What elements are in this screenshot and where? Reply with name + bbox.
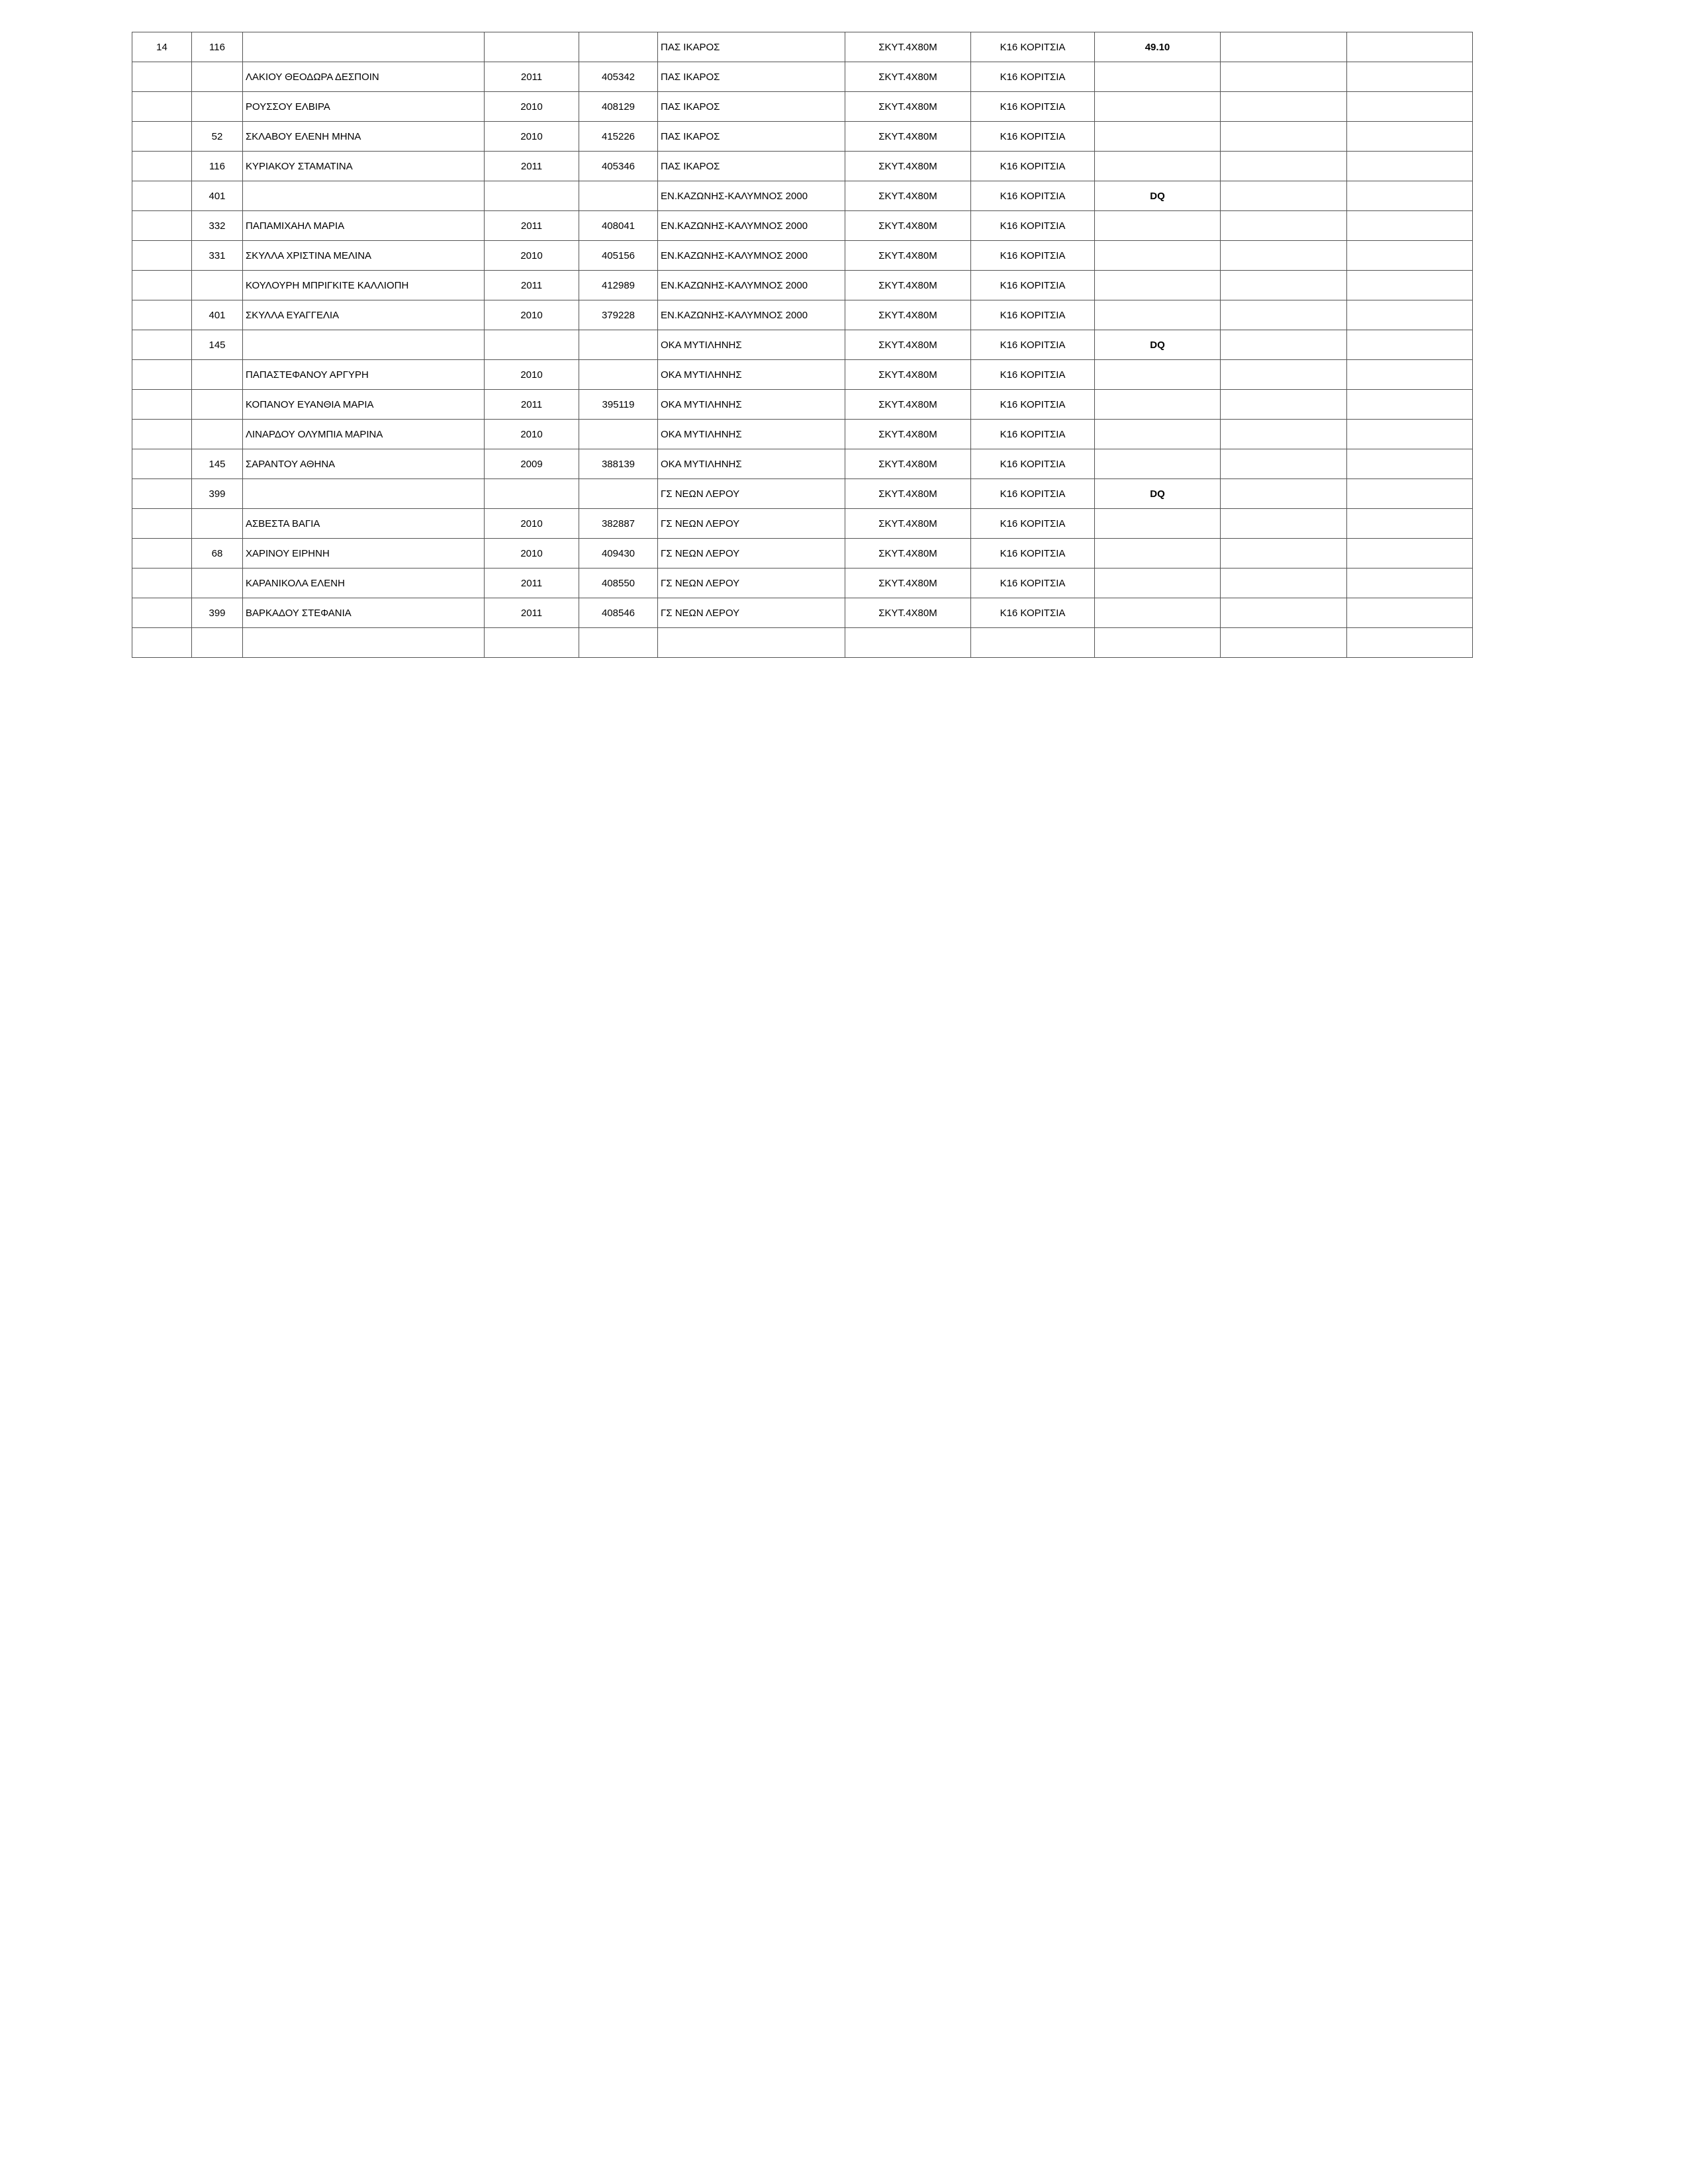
event-cell: ΣΚΥΤ.4Χ80Μ (845, 539, 971, 569)
birth-year-cell: 2011 (485, 152, 579, 181)
registration-number-cell (579, 360, 658, 390)
club-cell: ΕΝ.ΚΑΖΩΝΗΣ-ΚΑΛΥΜΝΟΣ 2000 (658, 181, 845, 211)
extra-cell (1347, 598, 1473, 628)
place-cell (132, 598, 192, 628)
birth-year-cell: 2010 (485, 241, 579, 271)
registration-number-cell: 409430 (579, 539, 658, 569)
registration-number-cell (579, 330, 658, 360)
extra-cell (1221, 152, 1347, 181)
extra-cell (1347, 539, 1473, 569)
event-cell: ΣΚΥΤ.4Χ80Μ (845, 569, 971, 598)
athlete-name-cell: ΑΣΒΕΣΤΑ ΒΑΓΙΑ (243, 509, 485, 539)
extra-cell (1221, 628, 1347, 658)
athlete-name-cell: ΚΥΡΙΑΚΟΥ ΣΤΑΜΑΤΙΝΑ (243, 152, 485, 181)
event-cell: ΣΚΥΤ.4Χ80Μ (845, 360, 971, 390)
athlete-name-cell: ΡΟΥΣΣΟΥ ΕΛΒΙΡΑ (243, 92, 485, 122)
time-cell: DQ (1095, 181, 1221, 211)
place-cell (132, 300, 192, 330)
birth-year-cell: 2010 (485, 509, 579, 539)
event-cell: ΣΚΥΤ.4Χ80Μ (845, 152, 971, 181)
extra-cell (1221, 569, 1347, 598)
club-cell: ΕΝ.ΚΑΖΩΝΗΣ-ΚΑΛΥΜΝΟΣ 2000 (658, 211, 845, 241)
event-cell: ΣΚΥΤ.4Χ80Μ (845, 241, 971, 271)
extra-cell (1221, 62, 1347, 92)
birth-year-cell: 2010 (485, 539, 579, 569)
category-cell: Κ16 ΚΟΡΙΤΣΙΑ (971, 211, 1095, 241)
place-cell (132, 271, 192, 300)
place-cell (132, 479, 192, 509)
event-cell: ΣΚΥΤ.4Χ80Μ (845, 211, 971, 241)
category-cell: Κ16 ΚΟΡΙΤΣΙΑ (971, 539, 1095, 569)
category-cell: Κ16 ΚΟΡΙΤΣΙΑ (971, 569, 1095, 598)
category-cell: Κ16 ΚΟΡΙΤΣΙΑ (971, 122, 1095, 152)
birth-year-cell: 2010 (485, 122, 579, 152)
registration-number-cell: 408041 (579, 211, 658, 241)
registration-number-cell: 412989 (579, 271, 658, 300)
extra-cell (1347, 330, 1473, 360)
table-row (132, 241, 1473, 271)
extra-cell (1221, 509, 1347, 539)
table-row (132, 509, 1473, 539)
place-cell (132, 628, 192, 658)
place-cell (132, 360, 192, 390)
time-cell (1095, 152, 1221, 181)
lane-cell: 332 (192, 211, 243, 241)
place-cell (132, 181, 192, 211)
time-cell (1095, 300, 1221, 330)
club-cell: ΠΑΣ ΙΚΑΡΟΣ (658, 152, 845, 181)
results-table (132, 32, 1473, 658)
extra-cell (1221, 211, 1347, 241)
athlete-name-cell: ΣΚΛΑΒΟΥ ΕΛΕΝΗ ΜΗΝΑ (243, 122, 485, 152)
time-cell (1095, 92, 1221, 122)
table-row (132, 420, 1473, 449)
event-cell: ΣΚΥΤ.4Χ80Μ (845, 122, 971, 152)
club-cell: ΠΑΣ ΙΚΑΡΟΣ (658, 122, 845, 152)
extra-cell (1221, 598, 1347, 628)
table-row (132, 479, 1473, 509)
extra-cell (1347, 271, 1473, 300)
extra-cell (1221, 32, 1347, 62)
club-cell: ΕΝ.ΚΑΖΩΝΗΣ-ΚΑΛΥΜΝΟΣ 2000 (658, 271, 845, 300)
place-cell (132, 62, 192, 92)
event-cell: ΣΚΥΤ.4Χ80Μ (845, 390, 971, 420)
club-cell: ΟΚΑ ΜΥΤΙΛΗΝΗΣ (658, 360, 845, 390)
category-cell: Κ16 ΚΟΡΙΤΣΙΑ (971, 479, 1095, 509)
extra-cell (1347, 420, 1473, 449)
lane-cell: 401 (192, 300, 243, 330)
place-cell (132, 330, 192, 360)
club-cell (658, 628, 845, 658)
time-cell: DQ (1095, 479, 1221, 509)
place-cell (132, 539, 192, 569)
club-cell: ΓΣ ΝΕΩΝ ΛΕΡΟΥ (658, 479, 845, 509)
athlete-name-cell: ΚΟΥΛΟΥΡΗ ΜΠΡΙΓΚΙΤΕ ΚΑΛΛΙΟΠΗ (243, 271, 485, 300)
event-cell: ΣΚΥΤ.4Χ80Μ (845, 300, 971, 330)
extra-cell (1347, 181, 1473, 211)
lane-cell: 399 (192, 479, 243, 509)
category-cell: Κ16 ΚΟΡΙΤΣΙΑ (971, 152, 1095, 181)
table-row (132, 32, 1473, 62)
category-cell: Κ16 ΚΟΡΙΤΣΙΑ (971, 449, 1095, 479)
category-cell: Κ16 ΚΟΡΙΤΣΙΑ (971, 360, 1095, 390)
birth-year-cell: 2011 (485, 211, 579, 241)
category-cell: Κ16 ΚΟΡΙΤΣΙΑ (971, 330, 1095, 360)
event-cell: ΣΚΥΤ.4Χ80Μ (845, 32, 971, 62)
table-row (132, 449, 1473, 479)
event-cell (845, 628, 971, 658)
event-cell: ΣΚΥΤ.4Χ80Μ (845, 449, 971, 479)
time-cell (1095, 360, 1221, 390)
event-cell: ΣΚΥΤ.4Χ80Μ (845, 62, 971, 92)
birth-year-cell (485, 181, 579, 211)
place-cell (132, 152, 192, 181)
extra-cell (1347, 32, 1473, 62)
extra-cell (1347, 241, 1473, 271)
club-cell: ΠΑΣ ΙΚΑΡΟΣ (658, 32, 845, 62)
lane-cell: 116 (192, 152, 243, 181)
table-row (132, 360, 1473, 390)
registration-number-cell: 415226 (579, 122, 658, 152)
lane-cell: 399 (192, 598, 243, 628)
time-cell (1095, 449, 1221, 479)
athlete-name-cell: ΧΑΡΙΝΟΥ ΕΙΡΗΝΗ (243, 539, 485, 569)
event-cell: ΣΚΥΤ.4Χ80Μ (845, 271, 971, 300)
table-row (132, 598, 1473, 628)
category-cell: Κ16 ΚΟΡΙΤΣΙΑ (971, 300, 1095, 330)
registration-number-cell: 408550 (579, 569, 658, 598)
table-row (132, 390, 1473, 420)
birth-year-cell: 2009 (485, 449, 579, 479)
extra-cell (1221, 271, 1347, 300)
athlete-name-cell: ΛΑΚΙΟΥ ΘΕΟΔΩΡΑ ΔΕΣΠΟΙΝ (243, 62, 485, 92)
lane-cell: 331 (192, 241, 243, 271)
extra-cell (1347, 569, 1473, 598)
lane-cell: 145 (192, 330, 243, 360)
registration-number-cell (579, 479, 658, 509)
category-cell: Κ16 ΚΟΡΙΤΣΙΑ (971, 32, 1095, 62)
birth-year-cell: 2011 (485, 390, 579, 420)
category-cell: Κ16 ΚΟΡΙΤΣΙΑ (971, 390, 1095, 420)
place-cell: 14 (132, 32, 192, 62)
extra-cell (1347, 479, 1473, 509)
category-cell: Κ16 ΚΟΡΙΤΣΙΑ (971, 62, 1095, 92)
table-row (132, 181, 1473, 211)
athlete-name-cell: ΠΑΠΑΣΤΕΦΑΝΟΥ ΑΡΓΥΡΗ (243, 360, 485, 390)
athlete-name-cell (243, 628, 485, 658)
category-cell: Κ16 ΚΟΡΙΤΣΙΑ (971, 181, 1095, 211)
athlete-name-cell (243, 330, 485, 360)
lane-cell (192, 628, 243, 658)
registration-number-cell: 395119 (579, 390, 658, 420)
athlete-name-cell: ΣΚΥΛΛΑ ΕΥΑΓΓΕΛΙΑ (243, 300, 485, 330)
club-cell: ΟΚΑ ΜΥΤΙΛΗΝΗΣ (658, 449, 845, 479)
extra-cell (1347, 509, 1473, 539)
category-cell: Κ16 ΚΟΡΙΤΣΙΑ (971, 509, 1095, 539)
results-body (132, 32, 1473, 658)
athlete-name-cell: ΣΑΡΑΝΤΟΥ ΑΘΗΝΑ (243, 449, 485, 479)
category-cell: Κ16 ΚΟΡΙΤΣΙΑ (971, 271, 1095, 300)
time-cell (1095, 122, 1221, 152)
lane-cell (192, 62, 243, 92)
place-cell (132, 92, 192, 122)
registration-number-cell: 379228 (579, 300, 658, 330)
table-row (132, 628, 1473, 658)
lane-cell (192, 420, 243, 449)
category-cell: Κ16 ΚΟΡΙΤΣΙΑ (971, 598, 1095, 628)
event-cell: ΣΚΥΤ.4Χ80Μ (845, 509, 971, 539)
lane-cell: 145 (192, 449, 243, 479)
place-cell (132, 211, 192, 241)
event-cell: ΣΚΥΤ.4Χ80Μ (845, 598, 971, 628)
registration-number-cell: 405342 (579, 62, 658, 92)
birth-year-cell: 2011 (485, 271, 579, 300)
event-cell: ΣΚΥΤ.4Χ80Μ (845, 420, 971, 449)
athlete-name-cell: ΛΙΝΑΡΔΟΥ ΟΛΥΜΠΙΑ ΜΑΡΙΝΑ (243, 420, 485, 449)
place-cell (132, 509, 192, 539)
club-cell: ΟΚΑ ΜΥΤΙΛΗΝΗΣ (658, 420, 845, 449)
event-cell: ΣΚΥΤ.4Χ80Μ (845, 181, 971, 211)
registration-number-cell: 408546 (579, 598, 658, 628)
event-cell: ΣΚΥΤ.4Χ80Μ (845, 92, 971, 122)
registration-number-cell (579, 420, 658, 449)
birth-year-cell: 2010 (485, 300, 579, 330)
time-cell (1095, 628, 1221, 658)
place-cell (132, 420, 192, 449)
time-cell (1095, 598, 1221, 628)
time-cell (1095, 509, 1221, 539)
club-cell: ΟΚΑ ΜΥΤΙΛΗΝΗΣ (658, 390, 845, 420)
birth-year-cell (485, 330, 579, 360)
extra-cell (1221, 420, 1347, 449)
club-cell: ΕΝ.ΚΑΖΩΝΗΣ-ΚΑΛΥΜΝΟΣ 2000 (658, 241, 845, 271)
athlete-name-cell: ΚΑΡΑΝΙΚΟΛΑ ΕΛΕΝΗ (243, 569, 485, 598)
club-cell: ΟΚΑ ΜΥΤΙΛΗΝΗΣ (658, 330, 845, 360)
table-row (132, 330, 1473, 360)
lane-cell (192, 390, 243, 420)
extra-cell (1347, 92, 1473, 122)
athlete-name-cell: ΒΑΡΚΑΔΟΥ ΣΤΕΦΑΝΙΑ (243, 598, 485, 628)
extra-cell (1347, 449, 1473, 479)
table-row (132, 271, 1473, 300)
event-cell: ΣΚΥΤ.4Χ80Μ (845, 330, 971, 360)
extra-cell (1221, 390, 1347, 420)
extra-cell (1347, 360, 1473, 390)
registration-number-cell: 388139 (579, 449, 658, 479)
extra-cell (1347, 300, 1473, 330)
lane-cell (192, 360, 243, 390)
athlete-name-cell (243, 32, 485, 62)
club-cell: ΓΣ ΝΕΩΝ ΛΕΡΟΥ (658, 509, 845, 539)
time-cell (1095, 271, 1221, 300)
table-row (132, 211, 1473, 241)
club-cell: ΠΑΣ ΙΚΑΡΟΣ (658, 62, 845, 92)
athlete-name-cell (243, 479, 485, 509)
place-cell (132, 449, 192, 479)
lane-cell (192, 569, 243, 598)
table-row (132, 539, 1473, 569)
lane-cell: 116 (192, 32, 243, 62)
extra-cell (1221, 449, 1347, 479)
time-cell (1095, 569, 1221, 598)
birth-year-cell: 2010 (485, 360, 579, 390)
registration-number-cell: 405156 (579, 241, 658, 271)
birth-year-cell (485, 479, 579, 509)
athlete-name-cell: ΚΟΠΑΝΟΥ ΕΥΑΝΘΙΑ ΜΑΡΙΑ (243, 390, 485, 420)
lane-cell: 52 (192, 122, 243, 152)
place-cell (132, 569, 192, 598)
category-cell: Κ16 ΚΟΡΙΤΣΙΑ (971, 241, 1095, 271)
birth-year-cell (485, 32, 579, 62)
birth-year-cell: 2010 (485, 420, 579, 449)
category-cell: Κ16 ΚΟΡΙΤΣΙΑ (971, 92, 1095, 122)
place-cell (132, 241, 192, 271)
lane-cell: 401 (192, 181, 243, 211)
place-cell (132, 122, 192, 152)
time-cell (1095, 62, 1221, 92)
registration-number-cell (579, 628, 658, 658)
extra-cell (1221, 300, 1347, 330)
extra-cell (1347, 152, 1473, 181)
time-cell: 49.10 (1095, 32, 1221, 62)
table-row (132, 300, 1473, 330)
place-cell (132, 390, 192, 420)
registration-number-cell: 382887 (579, 509, 658, 539)
birth-year-cell (485, 628, 579, 658)
registration-number-cell: 408129 (579, 92, 658, 122)
extra-cell (1221, 360, 1347, 390)
extra-cell (1221, 122, 1347, 152)
table-row (132, 92, 1473, 122)
birth-year-cell: 2010 (485, 92, 579, 122)
time-cell (1095, 420, 1221, 449)
extra-cell (1221, 92, 1347, 122)
extra-cell (1221, 479, 1347, 509)
category-cell (971, 628, 1095, 658)
time-cell (1095, 539, 1221, 569)
category-cell: Κ16 ΚΟΡΙΤΣΙΑ (971, 420, 1095, 449)
table-row (132, 569, 1473, 598)
extra-cell (1221, 181, 1347, 211)
registration-number-cell (579, 32, 658, 62)
club-cell: ΓΣ ΝΕΩΝ ΛΕΡΟΥ (658, 598, 845, 628)
extra-cell (1347, 628, 1473, 658)
lane-cell (192, 92, 243, 122)
club-cell: ΕΝ.ΚΑΖΩΝΗΣ-ΚΑΛΥΜΝΟΣ 2000 (658, 300, 845, 330)
extra-cell (1347, 62, 1473, 92)
table-row (132, 62, 1473, 92)
birth-year-cell: 2011 (485, 598, 579, 628)
extra-cell (1347, 122, 1473, 152)
club-cell: ΓΣ ΝΕΩΝ ΛΕΡΟΥ (658, 539, 845, 569)
athlete-name-cell: ΣΚΥΛΛΑ ΧΡΙΣΤΙΝΑ ΜΕΛΙΝΑ (243, 241, 485, 271)
athlete-name-cell (243, 181, 485, 211)
lane-cell: 68 (192, 539, 243, 569)
time-cell (1095, 211, 1221, 241)
birth-year-cell: 2011 (485, 62, 579, 92)
registration-number-cell: 405346 (579, 152, 658, 181)
table-row (132, 152, 1473, 181)
time-cell (1095, 241, 1221, 271)
table-row (132, 122, 1473, 152)
registration-number-cell (579, 181, 658, 211)
athlete-name-cell: ΠΑΠΑΜΙΧΑΗΛ ΜΑΡΙΑ (243, 211, 485, 241)
birth-year-cell: 2011 (485, 569, 579, 598)
extra-cell (1221, 330, 1347, 360)
time-cell: DQ (1095, 330, 1221, 360)
extra-cell (1221, 241, 1347, 271)
time-cell (1095, 390, 1221, 420)
extra-cell (1221, 539, 1347, 569)
club-cell: ΠΑΣ ΙΚΑΡΟΣ (658, 92, 845, 122)
lane-cell (192, 271, 243, 300)
extra-cell (1347, 211, 1473, 241)
club-cell: ΓΣ ΝΕΩΝ ΛΕΡΟΥ (658, 569, 845, 598)
extra-cell (1347, 390, 1473, 420)
event-cell: ΣΚΥΤ.4Χ80Μ (845, 479, 971, 509)
lane-cell (192, 509, 243, 539)
